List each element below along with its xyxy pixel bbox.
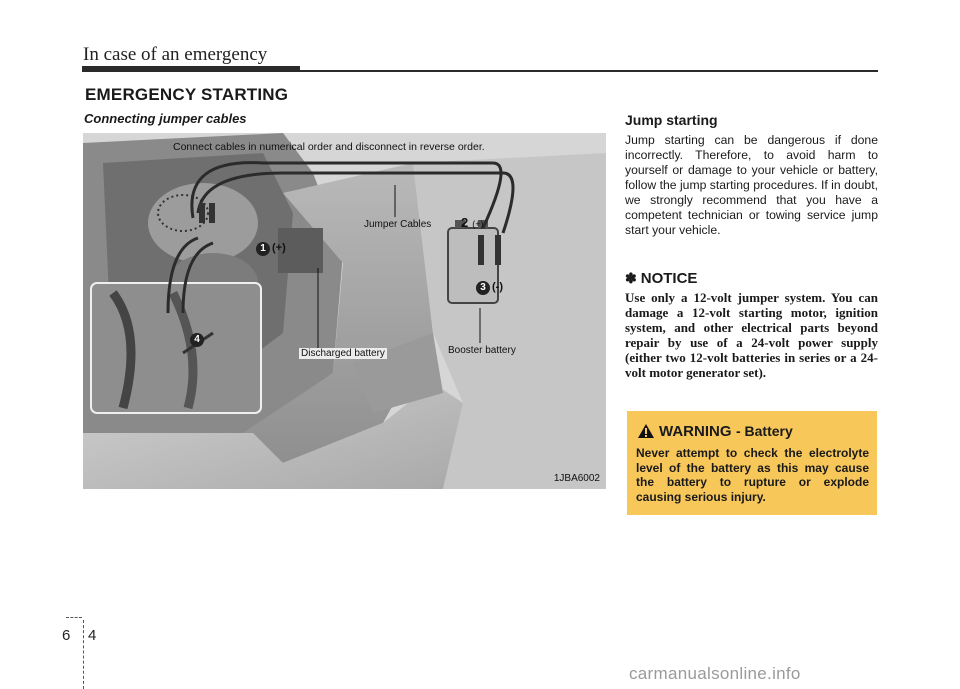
marker-4: 4 (190, 330, 204, 347)
page-number: 4 (88, 627, 97, 644)
label-discharged-battery: Discharged battery (301, 348, 385, 359)
warning-box (627, 411, 877, 515)
warning-triangle-icon (637, 423, 655, 444)
warning-body: Never attempt to check the electrolyte level of the battery as this may cause the battery to rupture or explode causing serious injury. (636, 446, 869, 504)
section-title: EMERGENCY STARTING (85, 85, 289, 104)
jump-starting-heading: Jump starting (625, 112, 718, 128)
header-rule-thick (82, 66, 300, 72)
watermark: carmanualsonline.info (629, 664, 801, 683)
notice-star-icon: ✽ (625, 270, 637, 286)
page-rule-horizontal (66, 617, 82, 618)
warning-title: WARNING (659, 423, 732, 440)
marker-2: 2 (+) (461, 215, 484, 230)
figure-caption: Connecting jumper cables (84, 111, 247, 126)
header-rule-thin (300, 70, 878, 72)
figure-code: 1JBA6002 (553, 473, 600, 484)
marker-3: 3 (-) (476, 278, 503, 295)
figure-instruction: Connect cables in numerical order and disconnect in reverse order. (173, 141, 485, 153)
page-rule-vertical (83, 620, 84, 689)
label-jumper-cables: Jumper Cables (364, 219, 432, 230)
jumper-cable-illustration (83, 133, 606, 489)
page-header-title: In case of an emergency (83, 44, 268, 65)
page-chapter: 6 (62, 627, 71, 644)
warning-title-row (637, 423, 793, 444)
engine-bay-drawing (83, 133, 606, 489)
marker-1: 1 (+) (256, 239, 286, 256)
jump-starting-body: Jump starting can be dangerous if done incorrectly. Therefore, to avoid harm to yourself or damage to your vehicle or battery, follow the jump starting procedures. If in doubt, we strongly recommend that you have a competent technician or towing service jump start your vehicle. (625, 133, 878, 237)
notice-body: Use only a 12-volt jumper system. You can damage a 12-volt starting motor, ignition system, and other electrical parts beyond repair by use of a 24-volt power supply (either two 12-volt batteries in series or a 24-volt motor generator set). (625, 290, 878, 380)
notice-heading: ✽ NOTICE (625, 270, 698, 287)
warning-subtitle: - Battery (735, 423, 793, 439)
label-booster-battery: Booster battery (448, 345, 516, 356)
